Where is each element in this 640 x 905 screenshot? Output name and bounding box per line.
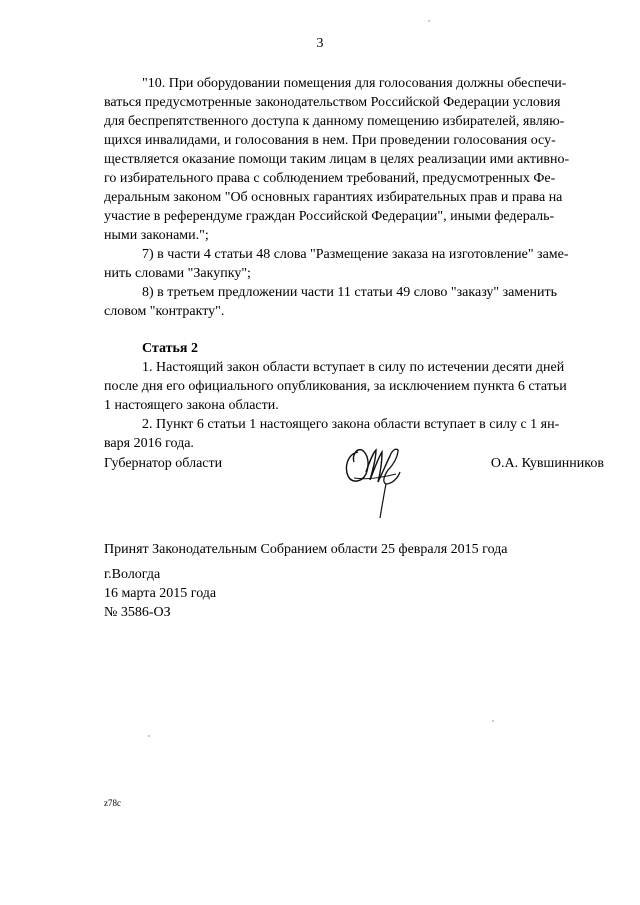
document-code: z78c <box>104 798 121 808</box>
document-body <box>104 74 604 453</box>
text-line: 1 настоящего закона области. <box>104 398 279 413</box>
handwritten-signature <box>340 430 410 522</box>
text-line: 1. Настоящий закон области вступает в силу по истечении десяти дней <box>142 360 565 375</box>
paragraph-item-8 <box>104 283 604 321</box>
scan-speck <box>428 20 430 22</box>
text-line: "10. При оборудовании помещения для голосования должны обеспечи- <box>142 76 567 91</box>
text-line: варя 2016 года. <box>104 436 194 451</box>
article-2-paragraph-1 <box>104 358 604 415</box>
article-2-heading: Статья 2 <box>142 341 198 356</box>
paragraph-item-10 <box>104 74 604 245</box>
text-line: после дня его официального опубликования, за исключением пункта 6 статьи <box>104 379 567 394</box>
scan-speck <box>492 720 494 722</box>
text-line: щихся инвалидами, и голосования в нем. При проведении голосования осу- <box>104 133 556 148</box>
text-line: деральным законом "Об основных гарантиях избирательных прав и права на <box>104 190 563 205</box>
text-line: 8) в третьем предложении части 11 статьи 49 слово "заказу" заменить <box>142 285 557 300</box>
paragraph-item-7 <box>104 245 604 283</box>
text-line: ными законами."; <box>104 228 209 243</box>
text-line: участие в референдуме граждан Российской Федерации", иными федераль- <box>104 209 555 224</box>
scan-speck <box>148 735 150 737</box>
text-line: 7) в части 4 статьи 48 слова "Размещение заказа на изготовление" заме- <box>142 247 569 262</box>
law-date: 16 марта 2015 года <box>104 586 217 601</box>
text-line: нить словами "Закупку"; <box>104 266 251 281</box>
signer-title: Губернатор области <box>104 456 223 471</box>
document-meta <box>104 565 216 622</box>
text-line: ваться предусмотренные законодательством Российской Федерации условия <box>104 95 561 110</box>
page-number: 3 <box>316 36 324 51</box>
adoption-note: Принят Законодательным Собранием области 25 февраля 2015 года <box>104 542 508 557</box>
city: г.Вологда <box>104 567 161 582</box>
text-line: для беспрепятственного доступа к данному помещению избирателей, являю- <box>104 114 565 129</box>
text-line: го избирательного права с соблюдением требований, предусмотренных Фе- <box>104 171 556 186</box>
text-line: ществляется оказание помощи таким лицам в целях реализации ими активно- <box>104 152 570 167</box>
text-line: 2. Пункт 6 статьи 1 настоящего закона области вступает в силу с 1 ян- <box>142 417 560 432</box>
text-line: словом "контракту". <box>104 304 225 319</box>
law-number: № 3586-ОЗ <box>104 605 171 620</box>
signer-name: О.А. Кувшинников <box>490 456 604 471</box>
